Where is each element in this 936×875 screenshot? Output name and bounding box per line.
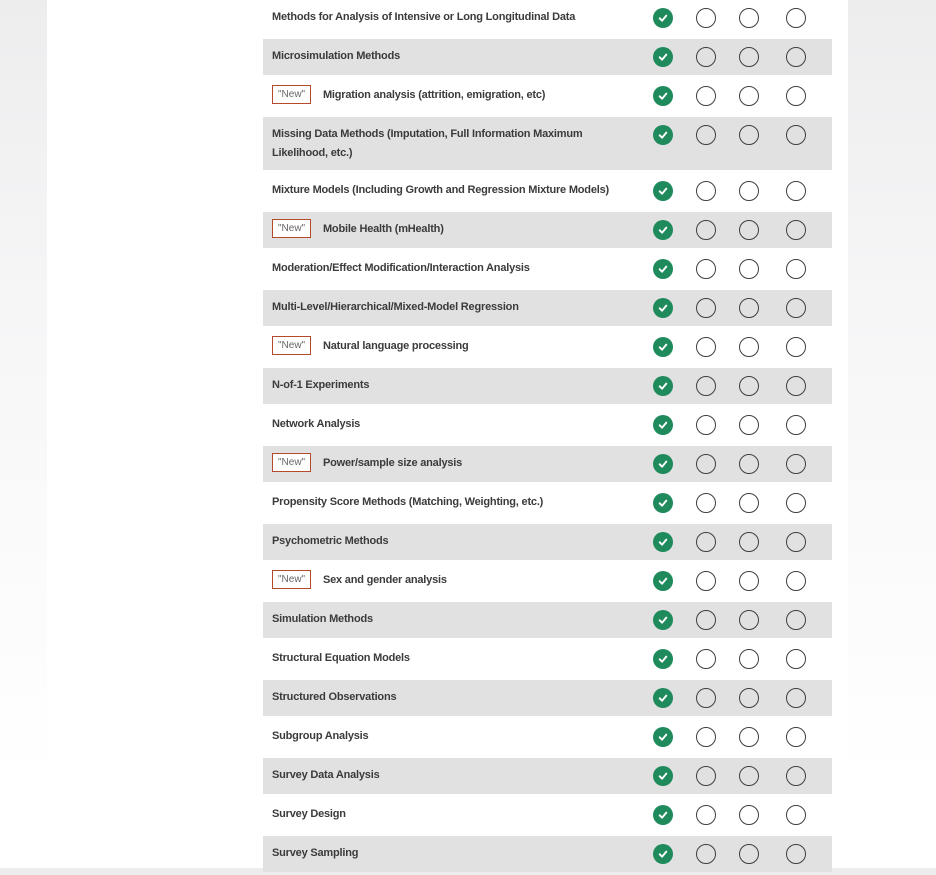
check-circle-icon (653, 298, 673, 318)
radio-group (652, 843, 806, 864)
radio-option-selected[interactable] (652, 297, 673, 318)
radio-group (652, 124, 806, 145)
radio-option[interactable] (785, 726, 806, 747)
radio-option[interactable] (695, 375, 716, 396)
matrix-row (263, 78, 832, 114)
radio-option[interactable] (785, 85, 806, 106)
radio-group (652, 570, 806, 591)
radio-option[interactable] (738, 46, 759, 67)
radio-circle-icon (739, 298, 759, 318)
radio-circle-icon (739, 844, 759, 864)
row-label-cell (263, 641, 643, 675)
radio-option[interactable] (695, 7, 716, 28)
radio-circle-icon (786, 727, 806, 747)
matrix-row (263, 485, 832, 521)
radio-circle-icon (696, 181, 716, 201)
row-label: Propensity Score Methods (Matching, Weighting, etc.) (272, 496, 544, 508)
matrix-row (263, 407, 832, 443)
radio-circle-icon (739, 86, 759, 106)
check-circle-icon (653, 610, 673, 630)
radio-group (652, 46, 806, 67)
radio-option[interactable] (785, 609, 806, 630)
check-circle-icon (653, 844, 673, 864)
radio-circle-icon (786, 415, 806, 435)
radio-group (652, 609, 806, 630)
row-label: Multi-Level/Hierarchical/Mixed-Model Regression (272, 301, 519, 313)
row-label-cell (263, 117, 643, 170)
check-circle-icon (653, 532, 673, 552)
check-circle-icon (653, 8, 673, 28)
radio-option[interactable] (738, 7, 759, 28)
radio-option[interactable] (738, 297, 759, 318)
row-label: Simulation Methods (272, 613, 373, 625)
radio-circle-icon (786, 532, 806, 552)
radio-option[interactable] (738, 258, 759, 279)
radio-option[interactable] (695, 414, 716, 435)
new-badge: "New" (272, 336, 311, 355)
radio-option[interactable] (738, 765, 759, 786)
survey-page (47, 0, 848, 868)
row-label: Subgroup Analysis (272, 730, 369, 742)
radio-option[interactable] (738, 648, 759, 669)
matrix-row (263, 251, 832, 287)
row-label-cell (263, 290, 643, 324)
row-label-cell (263, 212, 643, 246)
radio-circle-icon (696, 220, 716, 240)
radio-circle-icon (739, 610, 759, 630)
radio-option[interactable] (695, 297, 716, 318)
radio-circle-icon (696, 259, 716, 279)
radio-circle-icon (739, 47, 759, 67)
radio-circle-icon (696, 86, 716, 106)
radio-option-selected[interactable] (652, 765, 673, 786)
radio-option[interactable] (785, 804, 806, 825)
check-circle-icon (653, 415, 673, 435)
matrix-row (263, 641, 832, 677)
radio-circle-icon (696, 298, 716, 318)
radio-group (652, 687, 806, 708)
radio-circle-icon (739, 220, 759, 240)
radio-circle-icon (786, 454, 806, 474)
row-label: Moderation/Effect Modification/Interaction Analysis (272, 262, 530, 274)
matrix-row (263, 39, 832, 75)
radio-option[interactable] (695, 492, 716, 513)
radio-circle-icon (696, 337, 716, 357)
radio-option[interactable] (738, 492, 759, 513)
matrix-row (263, 719, 832, 755)
matrix-row (263, 836, 832, 872)
radio-option[interactable] (785, 414, 806, 435)
row-label: Mobile Health (mHealth) (322, 223, 444, 235)
radio-circle-icon (786, 649, 806, 669)
check-circle-icon (653, 688, 673, 708)
radio-option-selected[interactable] (652, 609, 673, 630)
radio-option-selected[interactable] (652, 492, 673, 513)
new-badge: "New" (272, 85, 311, 104)
check-circle-icon (653, 220, 673, 240)
radio-circle-icon (739, 376, 759, 396)
radio-option-selected[interactable] (652, 804, 673, 825)
radio-option[interactable] (738, 414, 759, 435)
radio-circle-icon (696, 454, 716, 474)
radio-option-selected[interactable] (652, 375, 673, 396)
methods-matrix (263, 0, 832, 875)
row-label-cell (263, 407, 643, 441)
radio-circle-icon (786, 337, 806, 357)
radio-option[interactable] (738, 219, 759, 240)
radio-group (652, 180, 806, 201)
row-label: Survey Data Analysis (272, 769, 380, 781)
radio-group (652, 219, 806, 240)
radio-circle-icon (786, 493, 806, 513)
radio-circle-icon (739, 571, 759, 591)
radio-circle-icon (696, 688, 716, 708)
radio-option[interactable] (738, 570, 759, 591)
radio-option[interactable] (785, 843, 806, 864)
radio-option[interactable] (785, 648, 806, 669)
radio-option[interactable] (695, 687, 716, 708)
row-label: Psychometric Methods (272, 535, 389, 547)
radio-option[interactable] (785, 765, 806, 786)
row-label: Microsimulation Methods (272, 50, 401, 62)
radio-circle-icon (786, 181, 806, 201)
check-circle-icon (653, 493, 673, 513)
radio-option-selected[interactable] (652, 414, 673, 435)
radio-option[interactable] (695, 609, 716, 630)
radio-circle-icon (786, 8, 806, 28)
radio-option[interactable] (785, 180, 806, 201)
matrix-row (263, 797, 832, 833)
radio-option[interactable] (738, 609, 759, 630)
radio-group (652, 531, 806, 552)
radio-circle-icon (696, 415, 716, 435)
row-label-cell (263, 719, 643, 753)
row-label-cell (263, 329, 643, 363)
matrix-row (263, 117, 832, 170)
radio-circle-icon (786, 47, 806, 67)
radio-circle-icon (786, 766, 806, 786)
radio-option[interactable] (695, 85, 716, 106)
check-circle-icon (653, 649, 673, 669)
check-circle-icon (653, 571, 673, 591)
radio-group (652, 414, 806, 435)
matrix-row (263, 212, 832, 248)
radio-circle-icon (786, 610, 806, 630)
radio-circle-icon (696, 649, 716, 669)
check-circle-icon (653, 337, 673, 357)
row-label: Missing Data Methods (Imputation, Full Information Maximum Likelihood, etc.) (272, 128, 583, 159)
row-label: Migration analysis (attrition, emigration, etc) (322, 89, 546, 101)
row-label-cell (263, 602, 643, 636)
radio-option[interactable] (695, 804, 716, 825)
radio-circle-icon (786, 86, 806, 106)
radio-group (652, 453, 806, 474)
radio-option[interactable] (738, 726, 759, 747)
radio-option[interactable] (695, 843, 716, 864)
radio-circle-icon (786, 688, 806, 708)
radio-circle-icon (696, 610, 716, 630)
new-badge: "New" (272, 219, 311, 238)
radio-option-selected[interactable] (652, 219, 673, 240)
radio-group (652, 726, 806, 747)
radio-option-selected[interactable] (652, 570, 673, 591)
row-label: Power/sample size analysis (322, 457, 463, 469)
radio-option-selected[interactable] (652, 726, 673, 747)
radio-option[interactable] (695, 180, 716, 201)
radio-circle-icon (696, 844, 716, 864)
radio-circle-icon (786, 844, 806, 864)
radio-option[interactable] (785, 297, 806, 318)
radio-circle-icon (739, 125, 759, 145)
radio-circle-icon (696, 766, 716, 786)
radio-circle-icon (739, 181, 759, 201)
row-label: Mixture Models (Including Growth and Regression Mixture Models) (272, 184, 609, 196)
row-label-cell (263, 836, 643, 870)
radio-circle-icon (739, 493, 759, 513)
radio-group (652, 648, 806, 669)
radio-option-selected[interactable] (652, 531, 673, 552)
radio-group (652, 297, 806, 318)
row-label-cell (263, 680, 643, 714)
radio-circle-icon (739, 688, 759, 708)
radio-option[interactable] (738, 687, 759, 708)
radio-group (652, 336, 806, 357)
radio-circle-icon (696, 532, 716, 552)
radio-circle-icon (786, 125, 806, 145)
check-circle-icon (653, 727, 673, 747)
row-label: N-of-1 Experiments (272, 379, 370, 391)
row-label: Structured Observations (272, 691, 397, 703)
radio-option-selected[interactable] (652, 687, 673, 708)
radio-option-selected[interactable] (652, 46, 673, 67)
radio-option[interactable] (785, 531, 806, 552)
radio-option[interactable] (738, 804, 759, 825)
radio-option-selected[interactable] (652, 85, 673, 106)
radio-circle-icon (786, 220, 806, 240)
check-circle-icon (653, 766, 673, 786)
row-label: Survey Sampling (272, 847, 359, 859)
radio-circle-icon (786, 259, 806, 279)
radio-circle-icon (696, 805, 716, 825)
row-label: Methods for Analysis of Intensive or Long Longitudinal Data (272, 11, 576, 23)
radio-circle-icon (739, 727, 759, 747)
row-label: Structural Equation Models (272, 652, 410, 664)
radio-option[interactable] (785, 124, 806, 145)
radio-group (652, 804, 806, 825)
radio-option[interactable] (738, 180, 759, 201)
radio-circle-icon (696, 8, 716, 28)
row-label-cell (263, 251, 643, 285)
check-circle-icon (653, 805, 673, 825)
radio-circle-icon (739, 454, 759, 474)
radio-option-selected[interactable] (652, 180, 673, 201)
row-label-cell (263, 368, 643, 402)
radio-option[interactable] (695, 765, 716, 786)
radio-option[interactable] (738, 124, 759, 145)
matrix-row (263, 446, 832, 482)
row-label-cell (263, 78, 643, 112)
row-label-cell (263, 446, 643, 480)
radio-circle-icon (786, 571, 806, 591)
radio-circle-icon (739, 532, 759, 552)
row-label-cell (263, 39, 643, 73)
radio-group (652, 765, 806, 786)
radio-option-selected[interactable] (652, 258, 673, 279)
radio-option[interactable] (785, 570, 806, 591)
radio-circle-icon (739, 649, 759, 669)
radio-option[interactable] (785, 219, 806, 240)
matrix-row (263, 290, 832, 326)
matrix-row (263, 173, 832, 209)
radio-circle-icon (696, 727, 716, 747)
radio-group (652, 85, 806, 106)
radio-circle-icon (739, 8, 759, 28)
row-label-cell (263, 797, 643, 831)
row-label-cell (263, 173, 643, 207)
radio-option[interactable] (695, 531, 716, 552)
radio-circle-icon (739, 766, 759, 786)
radio-option[interactable] (738, 531, 759, 552)
radio-option[interactable] (785, 7, 806, 28)
radio-circle-icon (696, 47, 716, 67)
matrix-row (263, 524, 832, 560)
radio-option[interactable] (695, 336, 716, 357)
row-label: Survey Design (272, 808, 346, 820)
check-circle-icon (653, 47, 673, 67)
matrix-row (263, 680, 832, 716)
matrix-row (263, 563, 832, 599)
radio-circle-icon (786, 805, 806, 825)
radio-option[interactable] (695, 648, 716, 669)
radio-option-selected[interactable] (652, 453, 673, 474)
radio-option[interactable] (785, 453, 806, 474)
radio-option[interactable] (695, 726, 716, 747)
radio-option[interactable] (785, 375, 806, 396)
check-circle-icon (653, 181, 673, 201)
radio-option[interactable] (785, 492, 806, 513)
radio-circle-icon (739, 415, 759, 435)
row-label: Network Analysis (272, 418, 361, 430)
radio-group (652, 7, 806, 28)
radio-option[interactable] (738, 453, 759, 474)
row-label-cell (263, 563, 643, 597)
new-badge: "New" (272, 570, 311, 589)
radio-option[interactable] (785, 336, 806, 357)
check-circle-icon (653, 259, 673, 279)
check-circle-icon (653, 376, 673, 396)
new-badge: "New" (272, 453, 311, 472)
radio-option-selected[interactable] (652, 843, 673, 864)
row-label-cell (263, 524, 643, 558)
row-label: Sex and gender analysis (322, 574, 447, 586)
radio-option-selected[interactable] (652, 648, 673, 669)
radio-circle-icon (696, 571, 716, 591)
radio-option[interactable] (738, 843, 759, 864)
radio-option-selected[interactable] (652, 124, 673, 145)
matrix-row (263, 329, 832, 365)
radio-option[interactable] (785, 258, 806, 279)
row-label: Natural language processing (322, 340, 469, 352)
matrix-row (263, 0, 832, 36)
radio-circle-icon (696, 493, 716, 513)
check-circle-icon (653, 125, 673, 145)
radio-group (652, 258, 806, 279)
row-label-cell (263, 758, 643, 792)
row-label-cell (263, 0, 643, 34)
radio-option[interactable] (695, 570, 716, 591)
radio-option-selected[interactable] (652, 7, 673, 28)
radio-option[interactable] (695, 219, 716, 240)
radio-circle-icon (696, 125, 716, 145)
radio-group (652, 375, 806, 396)
row-label-cell (263, 485, 643, 519)
radio-option[interactable] (785, 46, 806, 67)
radio-circle-icon (786, 376, 806, 396)
radio-option[interactable] (785, 687, 806, 708)
matrix-row (263, 602, 832, 638)
radio-option[interactable] (695, 453, 716, 474)
radio-option-selected[interactable] (652, 336, 673, 357)
radio-option[interactable] (695, 46, 716, 67)
check-circle-icon (653, 454, 673, 474)
radio-circle-icon (786, 298, 806, 318)
radio-option[interactable] (738, 375, 759, 396)
radio-option[interactable] (695, 124, 716, 145)
radio-option[interactable] (738, 336, 759, 357)
radio-option[interactable] (738, 85, 759, 106)
radio-circle-icon (739, 259, 759, 279)
radio-circle-icon (739, 337, 759, 357)
matrix-row (263, 368, 832, 404)
check-circle-icon (653, 86, 673, 106)
radio-circle-icon (739, 805, 759, 825)
matrix-row (263, 758, 832, 794)
radio-option[interactable] (695, 258, 716, 279)
radio-circle-icon (696, 376, 716, 396)
radio-group (652, 492, 806, 513)
